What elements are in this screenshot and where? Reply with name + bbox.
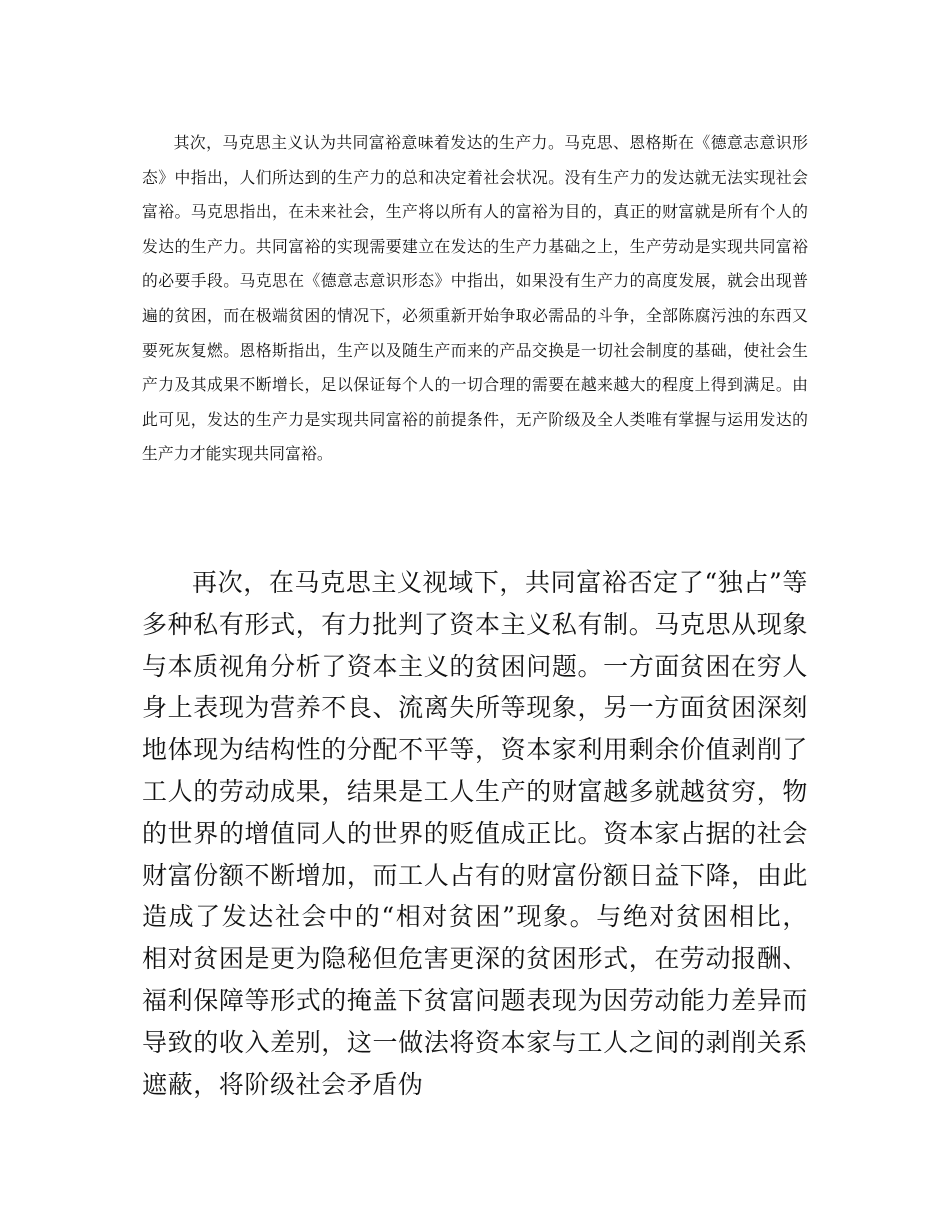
paragraph-private-ownership: 再次，在马克思主义视域下，共同富裕否定了“独占”等多种私有形式，有力批判了资本主义私有制。马克思从现象与本质视角分析了资本主义的贫困问题。一方面贫困在穷人身上表现为营养不良、流离失所等现象，另一方面贫困深刻地体现为结构性的分配不平等，资本家利用剩余价值剥削了工人的劳动成果，结果是工人生产的财富越多就越贫穷，物的世界的增值同人的世界的贬值成正比。资本家占据的社会财富份额不断增加，而工人占有的财富份额日益下降，由此造成了发达社会中的“相对贫困”现象。与绝对贫困相比，相对贫困是更为隐秘但危害更深的贫困形式，在劳动报酬、福利保障等形式的掩盖下贫富问题表现为因劳动能力差异而导致的收入差别，这一做法将资本家与工人之间的剥削关系遮蔽，将阶级社会矛盾伪 (142, 568, 808, 1099)
paragraph-productivity: 其次，马克思主义认为共同富裕意味着发达的生产力。马克思、恩格斯在《德意志意识形态》中指出，人们所达到的生产力的总和决定着社会状况。没有生产力的发达就无法实现社会富裕。马克思指出，在未来社会，生产将以所有人的富裕为目的，真正的财富就是所有个人的发达的生产力。共同富裕的实现需要建立在发达的生产力基础之上，生产劳动是实现共同富裕的必要手段。马克思在《德意志意识形态》中指出，如果没有生产力的高度发展，就会出现普遍的贫困，而在极端贫困的情况下，必须重新开始争取必需品的斗争，全部陈腐污浊的东西又要死灰复燃。恩格斯指出，生产以及随生产而来的产品交换是一切社会制度的基础，使社会生产力及其成果不断增长，足以保证每个人的一切合理的需要在越来越大的程度上得到满足。由此可见，发达的生产力是实现共同富裕的前提条件，无产阶级及全人类唯有掌握与运用发达的生产力才能实现共同富裕。 (142, 133, 808, 464)
